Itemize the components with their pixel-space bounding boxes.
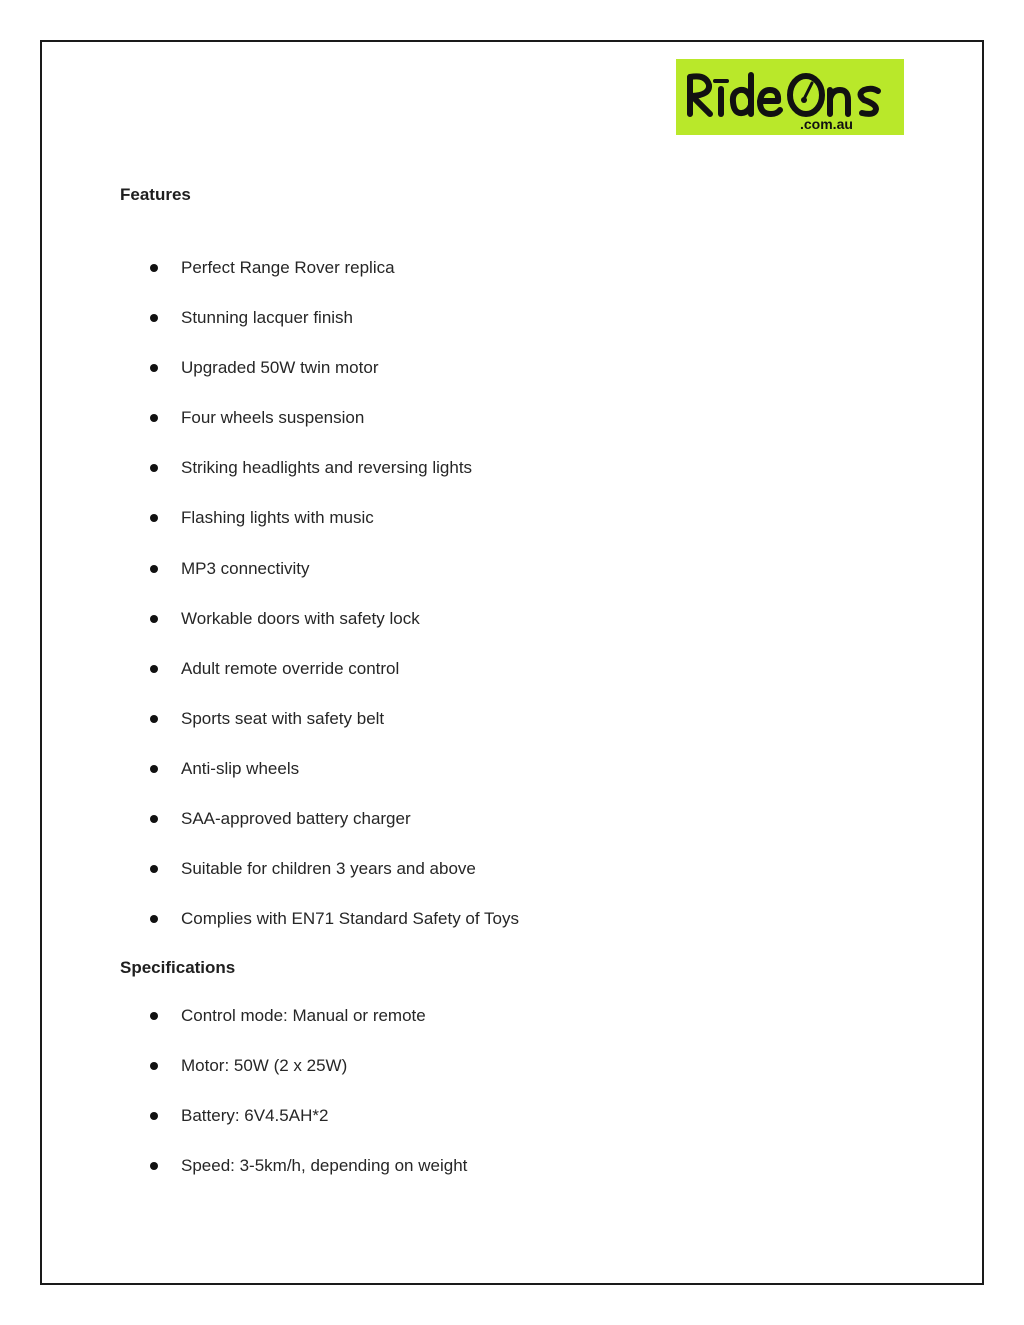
bullet-icon — [150, 1062, 158, 1070]
feature-item-text: Flashing lights with music — [181, 508, 374, 527]
bullet-icon — [150, 514, 158, 522]
bullet-icon — [150, 264, 158, 272]
bullet-icon — [150, 615, 158, 623]
feature-item-text: Stunning lacquer finish — [181, 308, 354, 327]
feature-item-text: Four wheels suspension — [181, 408, 365, 427]
feature-item-text: Suitable for children 3 years and above — [181, 859, 476, 878]
specifications-heading: Specifications — [120, 958, 236, 977]
bullet-icon — [150, 1162, 158, 1170]
feature-item-text: Upgraded 50W twin motor — [181, 358, 379, 377]
bullet-icon — [150, 1112, 158, 1120]
specification-item-text: Motor: 50W (2 x 25W) — [181, 1056, 348, 1075]
feature-item-text: Workable doors with safety lock — [181, 609, 420, 628]
feature-item-text: Adult remote override control — [181, 659, 400, 678]
bullet-icon — [150, 565, 158, 573]
specification-item-text: Battery: 6V4.5AH*2 — [181, 1106, 329, 1125]
logo-speedometer-hub — [801, 97, 807, 103]
bullet-icon — [150, 314, 158, 322]
specification-item-text: Speed: 3-5km/h, depending on weight — [181, 1156, 468, 1175]
features-heading: Features — [120, 185, 191, 204]
feature-item-text: Complies with EN71 Standard Safety of Toys — [181, 909, 519, 928]
feature-item-text: Perfect Range Rover replica — [181, 258, 395, 277]
feature-item-text: Anti-slip wheels — [181, 759, 300, 778]
bullet-icon — [150, 715, 158, 723]
specification-item-text: Control mode: Manual or remote — [181, 1006, 426, 1025]
feature-item-text: MP3 connectivity — [181, 559, 310, 578]
rideons-logo-graphic — [676, 59, 904, 135]
feature-item-text: SAA-approved battery charger — [181, 809, 411, 828]
rideons-logo — [676, 59, 904, 135]
bullet-icon — [150, 765, 158, 773]
bullet-icon — [150, 464, 158, 472]
bullet-icon — [150, 915, 158, 923]
feature-item-text: Sports seat with safety belt — [181, 709, 385, 728]
bullet-icon — [150, 1012, 158, 1020]
bullet-icon — [150, 815, 158, 823]
bullet-icon — [150, 364, 158, 372]
bullet-icon — [150, 665, 158, 673]
bullet-icon — [150, 414, 158, 422]
bullet-icon — [150, 865, 158, 873]
feature-item-text: Striking headlights and reversing lights — [181, 458, 473, 477]
logo-subtext: .com.au — [800, 116, 853, 132]
